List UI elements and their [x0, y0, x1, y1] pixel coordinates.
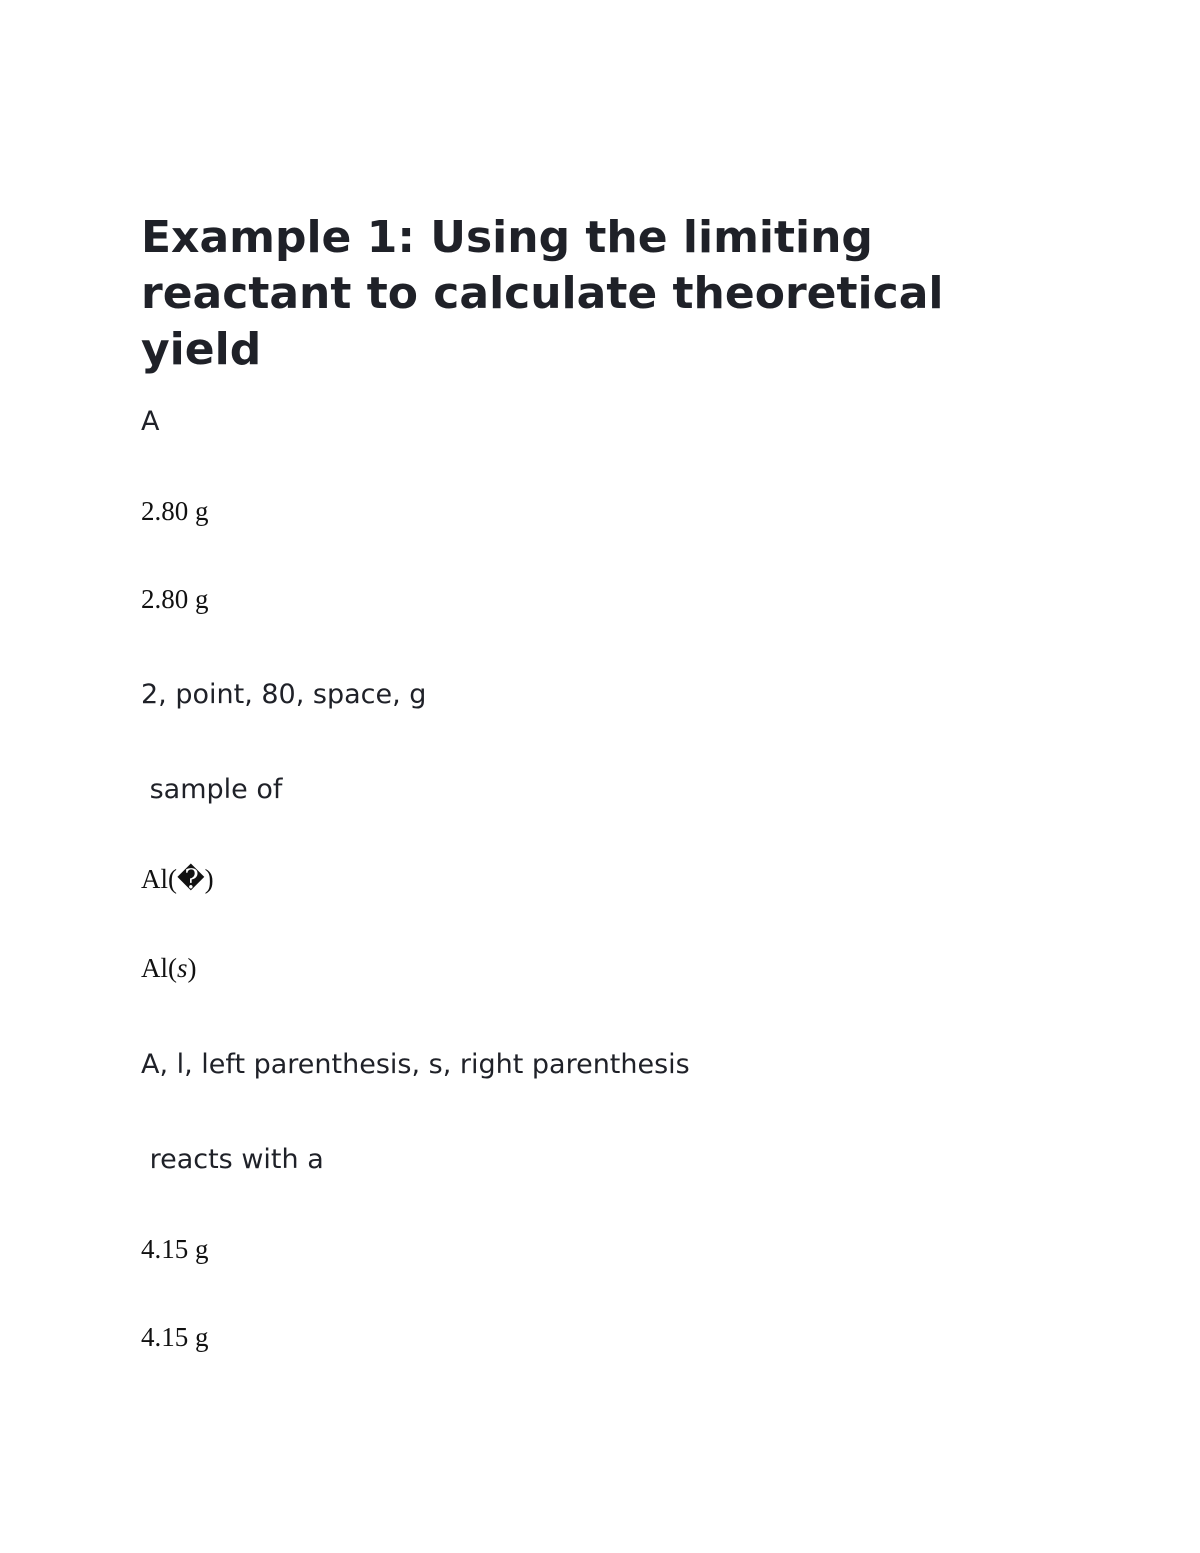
- formula-suffix: ): [187, 953, 197, 983]
- text-line-mass-display: 2.80 g: [141, 496, 209, 526]
- text-line-mass2-math: 4.15 g: [141, 1322, 209, 1352]
- text-line-formula-math: [141, 951, 197, 985]
- text-line-reacts-with: reacts with a: [141, 1144, 324, 1175]
- formula-prefix: Al(: [141, 953, 177, 983]
- text-line-formula-spoken: A, l, left parenthesis, s, right parenthesis: [141, 1049, 690, 1080]
- text-line-mass2-display: 4.15 g: [141, 1234, 209, 1264]
- text-line-sample-of: sample of: [141, 774, 283, 805]
- text-line-mass-math: 2.80 g: [141, 584, 209, 614]
- formula-state-variable: s: [177, 953, 188, 983]
- text-line-mass-spoken: 2, point, 80, space, g: [141, 679, 427, 710]
- text-line-article: A: [141, 406, 160, 437]
- page-title: Example 1: Using the limiting reactant to calculate theoretical yield: [141, 212, 944, 375]
- text-line-formula-garbled: Al(�): [141, 864, 214, 894]
